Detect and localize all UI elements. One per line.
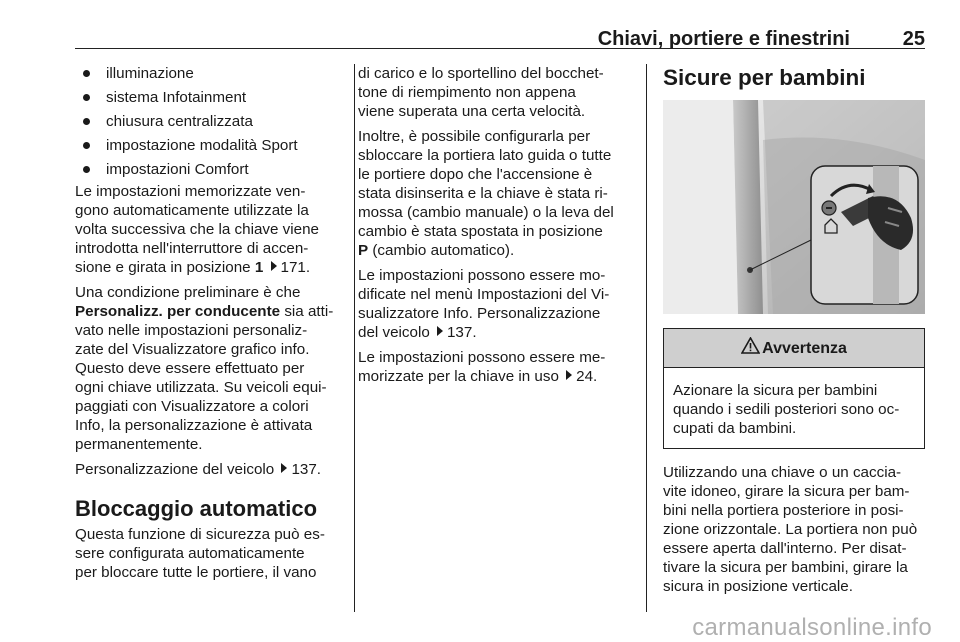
- page-reference[interactable]: 24.: [576, 368, 598, 385]
- page-reference-arrow-icon: [437, 326, 443, 336]
- column-divider-1: [354, 64, 355, 612]
- heading-automatic-locking: Bloccaggio automatico: [75, 496, 318, 521]
- page-reference[interactable]: 137.: [446, 324, 477, 341]
- column-2: [358, 64, 636, 392]
- column-3: [663, 64, 925, 602]
- paragraph-continued: di carico e lo sportellino del bocchet- tone di riempimento non appena viene superata una certa velocità.: [358, 65, 604, 120]
- heading-child-locks: Sicure per bambini: [663, 65, 866, 90]
- list-item: impostazioni Comfort: [75, 160, 350, 179]
- warning-triangle-icon: [741, 337, 760, 359]
- page-header: [75, 26, 925, 49]
- ignition-position: 1: [254, 259, 264, 276]
- warning-text: Azionare la sicura per bambini quando i sedili posteriori sono oc- cupati da bambini.: [673, 382, 900, 437]
- warning-header: [664, 329, 924, 368]
- paragraph-memorized-settings: Le impostazioni memorizzate ven- gono automaticamente utilizzate la volta successiva che la chiave viene introdotta nell'interruttore di accen- sione e girata in posizione 1 171.: [75, 183, 319, 276]
- page-reference[interactable]: 171.: [280, 259, 311, 276]
- list-item: chiusura centralizzata: [75, 112, 350, 131]
- paragraph-unlock-config: Inoltre, è possibile configurarla per sbloccare la portiera lato guida o tutte le portiere dopo che l'accensione è stata disinserita e la chiave è stata ri- mossa (cambio manuale) o la leva del cambio è stata spostata in posizione P (cambio automatico).: [358, 128, 614, 259]
- feature-list: [75, 64, 350, 179]
- column-divider-2: [646, 64, 647, 612]
- page-number: 25: [902, 28, 925, 50]
- paragraph-vehicle-personalization: Personalizzazione del veicolo 137.: [75, 461, 322, 478]
- paragraph-automatic-locking: Questa funzione di sicurezza può es- sere configurata automaticamente per bloccare tutte le portiere, il vano: [75, 526, 325, 581]
- paragraph-settings-change: Le impostazioni possono essere mo- dificate nel menù Impostazioni del Vi- sualizzatore Info. Personalizzazione del veicolo 137.: [358, 267, 610, 341]
- child-lock-illustration: [663, 100, 925, 314]
- page-reference-arrow-icon: [271, 261, 277, 271]
- section-title: Chiavi, portiere e finestrini: [597, 28, 850, 50]
- menu-item-reference: Personalizz. per conducente: [75, 303, 281, 320]
- page-reference[interactable]: 137.: [291, 461, 322, 478]
- list-item: illuminazione: [75, 64, 350, 83]
- list-item: impostazione modalità Sport: [75, 136, 350, 155]
- list-item: sistema Infotainment: [75, 88, 350, 107]
- page-reference-arrow-icon: [281, 463, 287, 473]
- column-1: [75, 64, 350, 588]
- paragraph-child-lock-usage: Utilizzando una chiave o un caccia- vite idoneo, girare la sicura per bam- bini nella portiera posteriore in posi- zione orizzontale. La portiera non può essere aperta dall'interno. Per disat- tivare la sicura per bambini, girare la sicura in posizione verticale.: [663, 464, 918, 595]
- gear-position: P: [358, 242, 369, 259]
- paragraph-precondition: Una condizione preliminare è che Personalizz. per conducente sia atti- vato nelle impostazioni personaliz- zate del Visualizzatore grafico info. Questo deve essere effettuato per ogni chiave utilizzata. Su veicoli equi- paggiati con Visualizzatore a colori Info, la personalizzazione è attivata permanentemente.: [75, 284, 334, 453]
- warning-title: Avvertenza: [762, 339, 847, 357]
- paragraph-key-memory: Le impostazioni possono essere me- morizzate per la chiave in uso 24.: [358, 349, 606, 385]
- page-reference-arrow-icon: [566, 370, 572, 380]
- watermark: carmanualsonline.info: [692, 614, 932, 641]
- warning-box: [663, 328, 925, 449]
